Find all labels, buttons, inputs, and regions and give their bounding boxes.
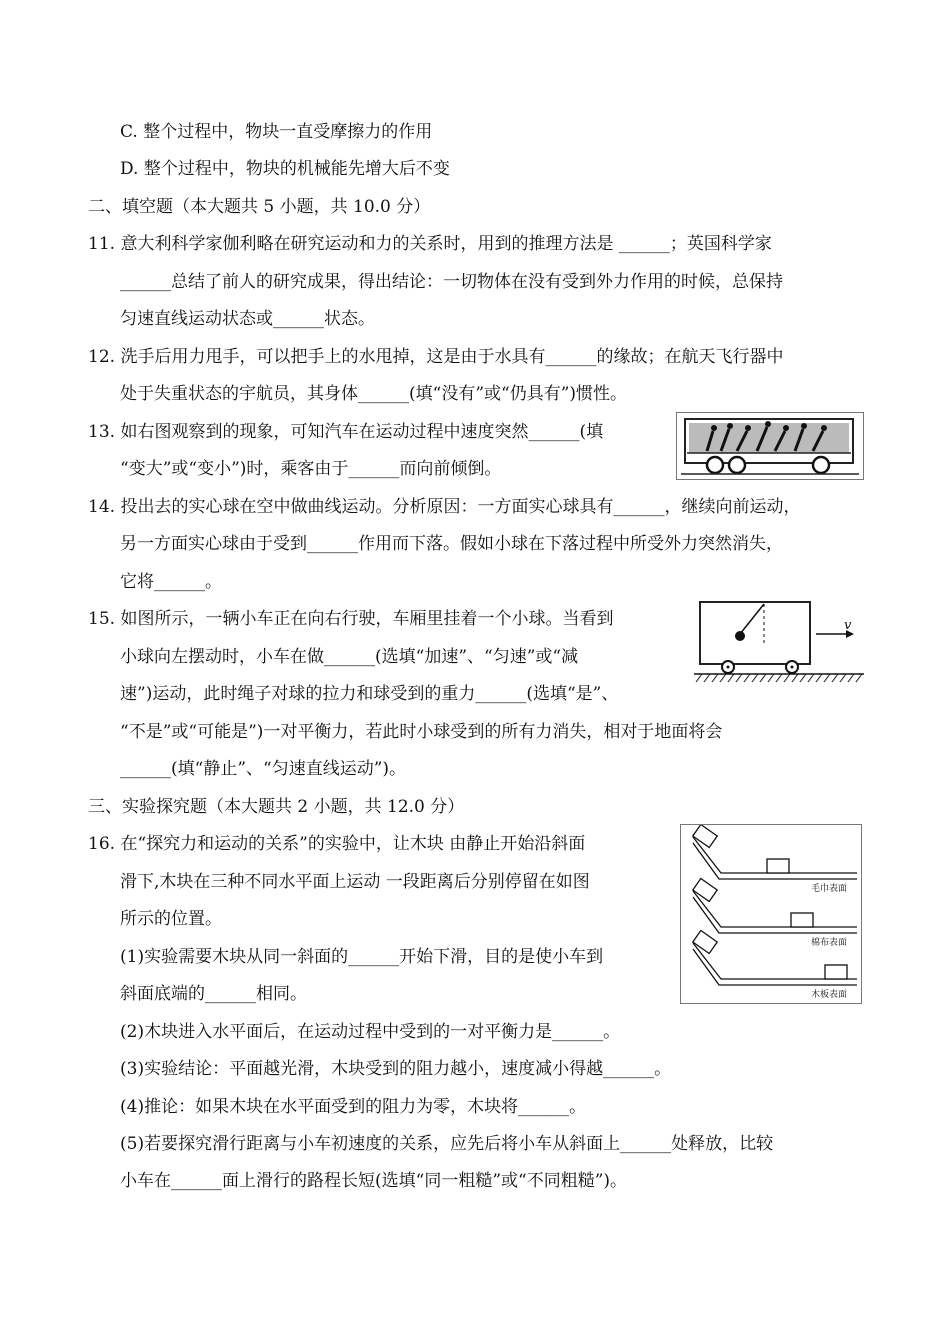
- q16-line-4: (1)实验需要木块从同一斜面的______开始下滑，目的是使小车到: [120, 947, 604, 967]
- q16-line-2: 滑下,木块在三种不同水平面上运动 一段距离后分别停留在如图: [120, 872, 590, 892]
- q15-line-1: 15. 如图所示，一辆小车正在向右行驶，车厢里挂着一个小球。当看到: [88, 609, 614, 629]
- q11-line-1: 11. 意大利科学家伽利略在研究运动和力的关系时，用到的推理方法是 ______；英国科学家: [88, 234, 772, 254]
- q16-line-5: 斜面底端的______相同。: [120, 984, 307, 1004]
- surface-label-towel: 毛巾表面: [811, 884, 848, 894]
- q16-line-9: (5)若要探究滑行距离与小车初速度的关系，应先后将小车从斜面上______处释放，比较: [120, 1134, 774, 1154]
- incline-surfaces-figure: [680, 824, 862, 1004]
- q11-line-2: ______总结了前人的研究成果，得出结论：一切物体在没有受到外力作用的时候，总保持: [120, 272, 783, 292]
- q11-line-3: 匀速直线运动状态或______状态。: [120, 309, 375, 329]
- line-option-c: C. 整个过程中，物块一直受摩擦力的作用: [120, 122, 433, 142]
- section-2-heading: 二、填空题（本大题共 5 小题，共 10.0 分）: [88, 197, 431, 217]
- q15-line-5: ______(填“静止”、“匀速直线运动”)。: [120, 759, 407, 779]
- q12-line-2: 处于失重状态的宇航员，其身体______(填“没有”或“仍具有”)惯性。: [120, 384, 628, 404]
- q14-line-1: 14. 投出去的实心球在空中做曲线运动。分析原因：一方面实心球具有______，继续向前运动，: [88, 497, 801, 517]
- q16-line-6: (2)木块进入水平面后，在运动过程中受到的一对平衡力是______。: [120, 1022, 621, 1042]
- q14-line-3: 它将______。: [120, 572, 222, 592]
- surface-label-wood: 木板表面: [811, 990, 848, 1000]
- q16-line-3: 所示的位置。: [120, 909, 222, 929]
- q15-line-2: 小球向左摆动时，小车在做______(选填“加速”、“匀速”或“减: [120, 647, 579, 667]
- section-3-heading: 三、实验探究题（本大题共 2 小题，共 12.0 分）: [88, 797, 465, 817]
- q15-line-4: “不是”或“可能是”)一对平衡力，若此时小球受到的所有力消失，相对于地面将会: [120, 722, 723, 742]
- q12-line-1: 12. 洗手后用力甩手，可以把手上的水甩掉，这是由于水具有______的缘故；在航天飞行器中: [88, 347, 784, 367]
- q13-line-1: 13. 如右图观察到的现象，可知汽车在运动过程中速度突然______(填: [88, 422, 604, 442]
- surface-label-cotton: 棉布表面: [811, 938, 848, 948]
- q16-line-10: 小车在______面上滑行的路程长短(选填“同一粗糙”或“不同粗糙”)。: [120, 1171, 628, 1191]
- q16-line-7: (3)实验结论：平面越光滑，木块受到的阻力越小，速度减小得越______。: [120, 1059, 672, 1079]
- q13-line-2: “变大”或“变小”)时，乘客由于______而向前倾倒。: [120, 459, 502, 479]
- line-option-d: D. 整个过程中，物块的机械能先增大后不变: [120, 159, 450, 179]
- cart-pendulum-figure: [694, 598, 864, 686]
- q15-line-3: 速”)运动，此时绳子对球的拉力和球受到的重力______(选填“是”、: [120, 684, 619, 704]
- q16-line-8: (4)推论：如果木块在水平面受到的阻力为零，木块将______。: [120, 1097, 587, 1117]
- q14-line-2: 另一方面实心球由于受到______作用而下落。假如小球在下落过程中所受外力突然消失，: [120, 534, 783, 554]
- bus-figure: [676, 412, 864, 480]
- q16-line-1: 16. 在“探究力和运动的关系”的实验中，让木块 由静止开始沿斜面: [88, 834, 586, 854]
- velocity-label: v: [844, 618, 852, 633]
